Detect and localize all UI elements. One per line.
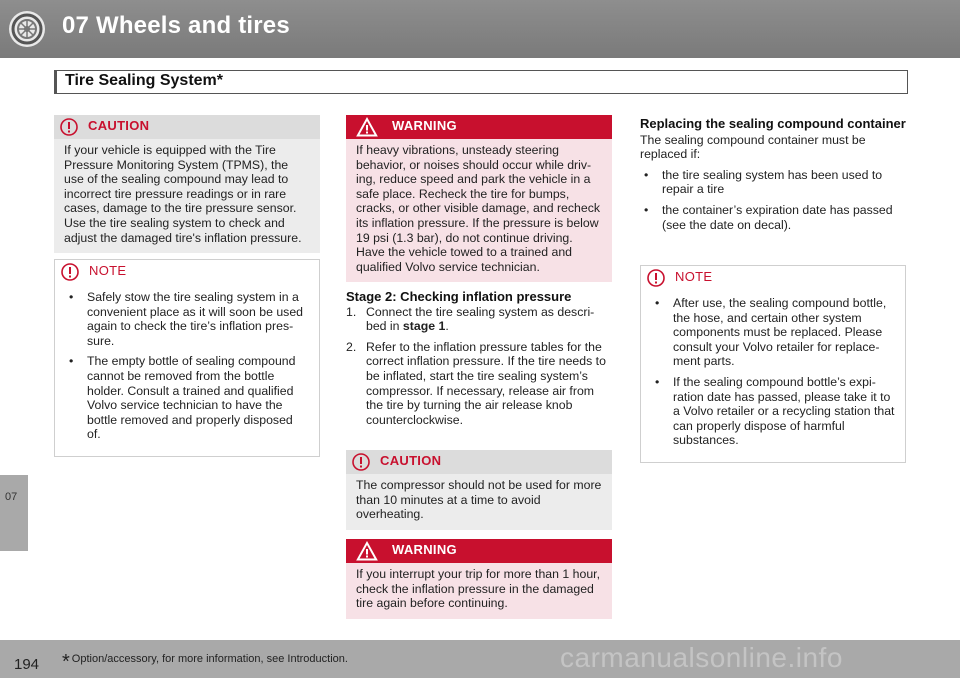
step-number: 2.: [346, 339, 357, 354]
note-label: NOTE: [89, 263, 127, 278]
replacing-intro: The sealing compound container must be replaced if:: [640, 132, 866, 162]
warning-label: WARNING: [392, 542, 457, 557]
caution-text: If your vehicle is equipped with the Tire Pressure Monitoring System (TPMS), the use of the sealing compound may lead to incorrect tire pressure readings or in rare cases, damage to the tire pressure sensor. Use the tire sealing system to check and adjust the damaged tire's inflation pressure.: [64, 143, 302, 245]
list-item: • the tire sealing system has been used to repair a tire: [640, 168, 906, 197]
section-title-bar: [54, 70, 908, 94]
note-header: [55, 260, 319, 284]
list-item: • After use, the sealing compound bottle, the hose, and certain other system components must be replaced. Please consult your Volvo retailer for replace-ment parts.: [651, 296, 895, 369]
list-item: • If the sealing compound bottle’s expi-ration date has passed, please take it to a Volvo retailer or a recycling station that can properly dispose of harmful substances.: [651, 375, 895, 448]
step-tail: .: [445, 319, 449, 334]
chapter-header: [0, 0, 960, 58]
footnote: [62, 651, 348, 674]
warning-text: If heavy vibrations, unsteady steering behavior, or noises should occur while driv-ing, reduce speed and park the vehicle in a safe place. Recheck the tire for bumps, cracks, or other visible damage, and recheck its inflation pressure. If the pressure is below 19 psi (1.3 bar), do not continue driving. Have the vehicle towed to a trained and qualified Volvo service technician.: [356, 143, 601, 274]
note-box-replace: [640, 265, 906, 463]
warning-box-interrupt: [346, 539, 612, 619]
note-list: [651, 296, 895, 448]
list-item: [346, 305, 614, 334]
caution-header: [54, 115, 320, 139]
note-label: NOTE: [675, 269, 713, 284]
stage2-section: [346, 290, 614, 433]
stage2-heading: Stage 2: Checking inflation pressure: [346, 289, 572, 304]
footnote-star: *: [62, 651, 70, 673]
note-header: [641, 266, 905, 290]
warning-label: WARNING: [392, 118, 457, 133]
warning-header: [346, 115, 612, 139]
note-list: [65, 290, 309, 442]
warning-box-vibrations: [346, 115, 612, 282]
caution-box-tpms: [54, 115, 320, 253]
list-item: [346, 340, 614, 428]
note-box-stow: [54, 259, 320, 457]
caution-label: CAUTION: [88, 118, 150, 133]
exclamation-icon: [60, 118, 78, 136]
replacing-list: [640, 168, 906, 232]
page-number: 194: [14, 656, 40, 673]
exclamation-icon: [647, 269, 665, 287]
stage2-steps: [346, 305, 614, 428]
exclamation-icon: [61, 263, 79, 281]
list-item: • Safely stow the tire sealing system in a convenient place as it will soon be used again to check the tire’s inflation pres-sure.: [65, 290, 309, 348]
step-bold: stage 1: [402, 319, 446, 334]
step-number: 1.: [346, 304, 357, 319]
wheel-icon: [9, 11, 45, 47]
caution-label: CAUTION: [380, 453, 442, 468]
chapter-side-tab: [0, 475, 28, 551]
warning-triangle-icon: [356, 117, 378, 137]
list-item: • The empty bottle of sealing compound cannot be removed from the bottle holder. Consult a trained and qualified Volvo service technician to have the bottle removed and properly disposed of.: [65, 354, 309, 442]
warning-triangle-icon: [356, 541, 378, 561]
replacing-section: [640, 117, 906, 238]
footnote-text: Option/accessory, for more information, see Introduction.: [71, 653, 348, 665]
caution-box-compressor: [346, 450, 612, 530]
caution-header: [346, 450, 612, 474]
step-text: Refer to the inflation pressure tables for the correct inflation pressure. If the tire needs to be inflated, start the tire sealing system’s compressor. If necessary, release air from the tire by turning the air release knob counterclockwise.: [366, 339, 606, 427]
exclamation-icon: [352, 453, 370, 471]
caution-text: The compressor should not be used for more than 10 minutes at a time to avoid overheating.: [356, 478, 602, 522]
watermark: carmanualsonline.info: [560, 642, 843, 673]
side-tab-label: 07: [5, 491, 18, 503]
warning-text: If you interrupt your trip for more than 1 hour, check the inflation pressure in the damaged tire again before continuing.: [356, 567, 601, 611]
replacing-heading: Replacing the sealing compound container: [640, 116, 906, 131]
section-title: Tire Sealing System*: [65, 72, 223, 89]
list-item: • the container’s expiration date has passed (see the date on decal).: [640, 203, 906, 232]
warning-header: [346, 539, 612, 563]
step-text: Connect the tire sealing system as descri-bed in: [366, 304, 595, 334]
chapter-title: 07 Wheels and tires: [62, 12, 290, 39]
